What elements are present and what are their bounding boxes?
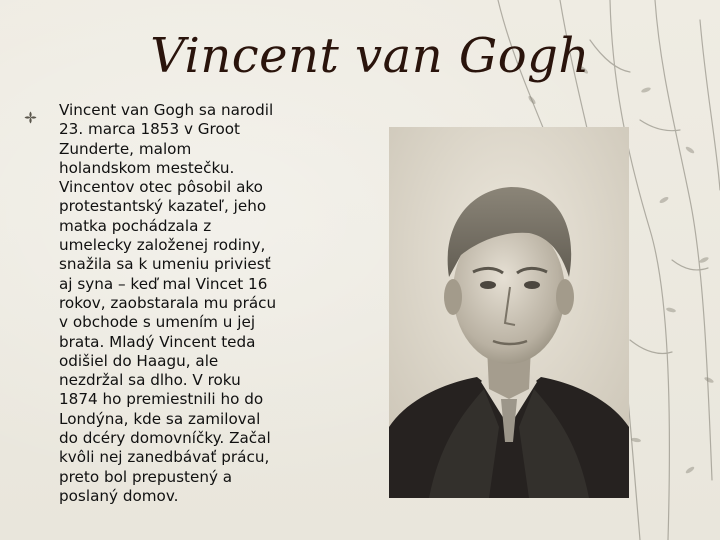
biography-paragraph: Vincent van Gogh sa narodil 23. marca 1853 v Groot Zunderte, malom holandskom mestečku. Vincentov otec pôsobil ako protestantský kazateľ, jeho matka pochádzala z umelecky založenej rodiny, snažila sa k umeniu priviesť aj syna – keď mal Vincet 16 rokov, zaobstarala mu prácu v obchode s umením u jej brata. Mladý Vincent teda odišiel do Haagu, ale nezdržal sa dlho. V roku 1874 ho premiestnili ho do Londýna, kde sa zamiloval do dcéry domovníčky. Začal kvôli nej zanedbávať prácu, preto bol prepustený a poslaný domov. — [59, 101, 277, 505]
portrait-photo-graphic — [389, 127, 629, 498]
portrait-photo — [389, 127, 629, 498]
slide-title: Vincent van Gogh — [150, 28, 590, 84]
fleur-bullet-icon — [24, 111, 37, 124]
